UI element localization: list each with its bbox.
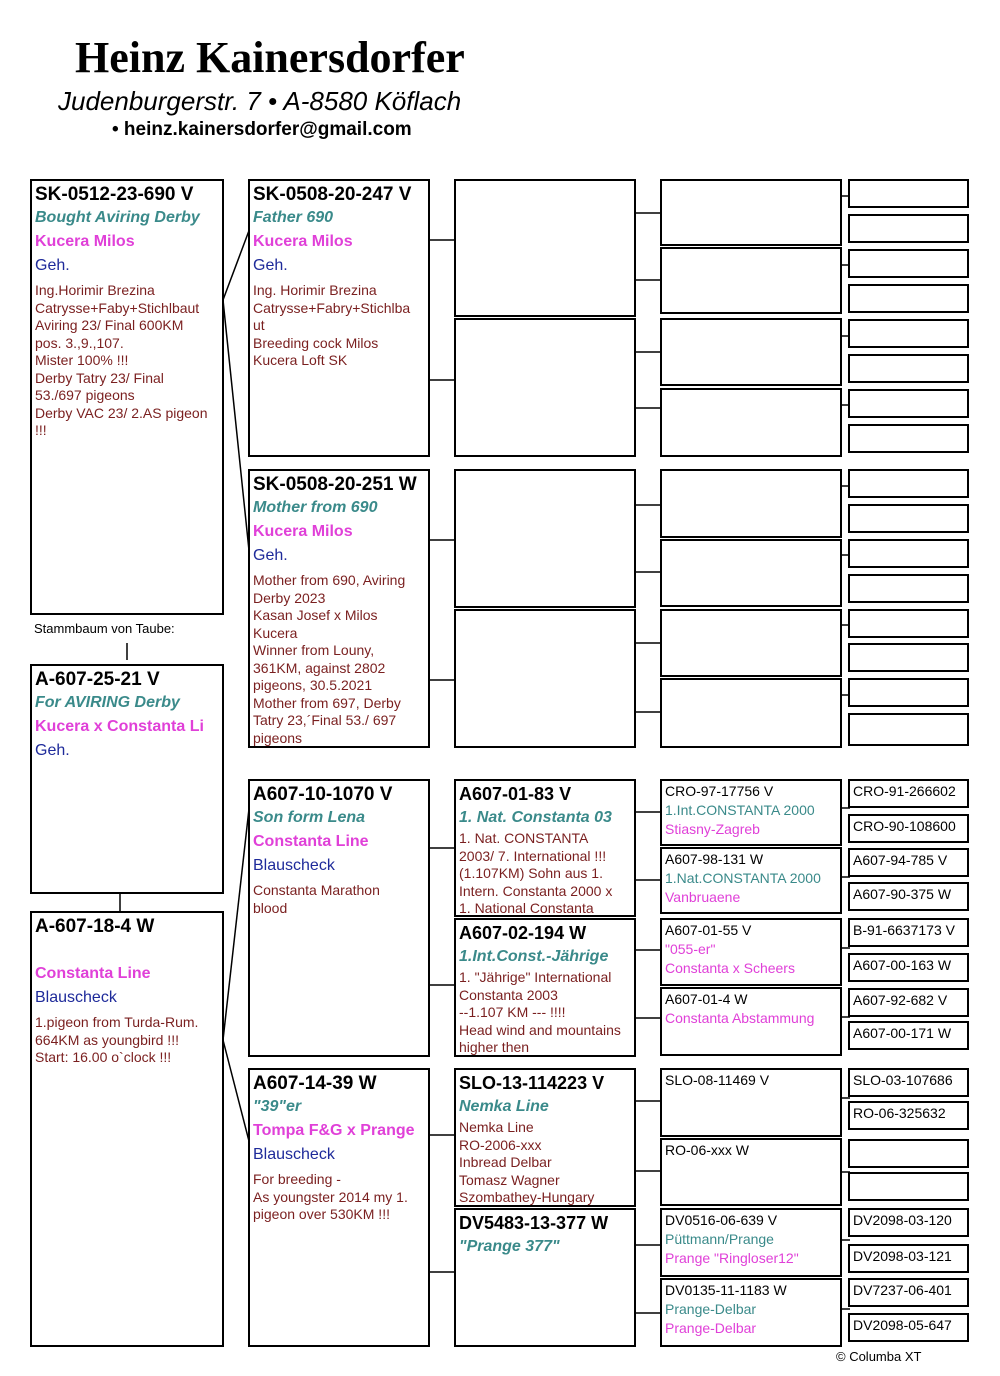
pigeon-name: Mother from 690 bbox=[253, 499, 378, 516]
ring-number: RO-06-xxx W bbox=[665, 1142, 749, 1158]
pigeon-color: Blauscheck bbox=[253, 857, 335, 874]
ring-number: SK-0512-23-690 V bbox=[35, 184, 194, 205]
gen4-card[interactable] bbox=[660, 987, 842, 1056]
pigeon-color: Geh. bbox=[35, 742, 70, 759]
gen5-empty-card[interactable] bbox=[848, 319, 969, 348]
pigeon-strain: Tompa F&G x Prange bbox=[253, 1122, 415, 1139]
gen5-card[interactable] bbox=[848, 1208, 969, 1237]
ring-number: A607-14-39 W bbox=[253, 1073, 377, 1094]
ring-number: DV0516-06-639 V bbox=[665, 1212, 778, 1228]
pigeon-strain: Constanta x Scheers bbox=[665, 960, 795, 976]
gen3-empty-card[interactable] bbox=[454, 318, 636, 457]
bottom-subject-card[interactable] bbox=[30, 664, 224, 894]
pigeon-notes: For breeding - As youngster 2014 my 1. pigeon over 530KM !!! bbox=[253, 1171, 408, 1222]
gen4-card[interactable] bbox=[660, 847, 842, 914]
copyright-note: © Columba XT bbox=[836, 1349, 922, 1364]
pigeon-name: 1.Int.Const.-Jährige bbox=[459, 948, 609, 965]
gen4-card[interactable] bbox=[660, 1278, 842, 1347]
pigeon-name: 1. Nat. Constanta 03 bbox=[459, 809, 612, 826]
gen5-card[interactable] bbox=[848, 1068, 969, 1097]
connector-line bbox=[223, 1040, 250, 1145]
gen5-card[interactable] bbox=[848, 848, 969, 877]
gen5-empty-card[interactable] bbox=[848, 574, 969, 603]
gen5-empty-card[interactable] bbox=[848, 504, 969, 533]
dam-card[interactable] bbox=[248, 469, 430, 748]
pigeon-name: For AVIRING Derby bbox=[35, 694, 180, 711]
bottom-sire-card[interactable] bbox=[248, 779, 430, 1057]
pigeon-color: Geh. bbox=[35, 257, 70, 274]
ring-number: A-607-25-21 V bbox=[35, 669, 160, 690]
pigeon-color: Geh. bbox=[253, 547, 288, 564]
ring-number: SLO-08-11469 V bbox=[665, 1072, 770, 1088]
pigeon-name: "39"er bbox=[253, 1098, 302, 1115]
pigeon-name: Nemka Line bbox=[459, 1098, 549, 1115]
gen3-card-sire-dam[interactable] bbox=[454, 918, 636, 1057]
pigeon-notes: Mother from 690, Aviring Derby 2023 Kasan Josef x Milos Kucera Winner from Louny, 361KM, against 2802 pigeons, 30.5.2021 Mother from 697, Derby Tatry 23,´Final 53./ 697 pigeons bbox=[253, 572, 406, 746]
pigeon-notes: Nemka Line RO-2006-xxx Inbread Delbar Tomasz Wagner Szombathey-Hungary bbox=[459, 1119, 595, 1205]
gen5-card[interactable] bbox=[848, 814, 969, 843]
gen5-empty-card[interactable] bbox=[848, 249, 969, 278]
breeder-address: Judenburgerstr. 7 • A-8580 Köflach bbox=[58, 86, 462, 116]
ring-number: A607-01-83 V bbox=[459, 784, 572, 804]
pigeon-name: Father 690 bbox=[253, 209, 334, 226]
gen5-empty-card[interactable] bbox=[848, 643, 969, 672]
pigeon-strain: Prange "Ringloser12" bbox=[665, 1250, 799, 1266]
sire-card[interactable] bbox=[248, 179, 430, 457]
gen5-empty-card[interactable] bbox=[848, 469, 969, 498]
pigeon-notes: 1. Nat. CONSTANTA 2003/ 7. International !!! (1.107KM) Sohn aus 1. Intern. Constanta 2000 x 1. National Constanta bbox=[459, 830, 613, 916]
pigeon-name: Prange-Delbar bbox=[665, 1301, 757, 1317]
gen5-card[interactable] bbox=[848, 1278, 969, 1307]
gen5-empty-card[interactable] bbox=[848, 713, 969, 746]
ring-number: RO-06-325632 bbox=[853, 1105, 946, 1121]
pigeon-notes: 1. "Jährige" International Constanta 2003 --1.107 KM --- !!!! Head wind and mountains higher then bbox=[459, 969, 621, 1055]
pigeon-name: "Prange 377" bbox=[459, 1238, 560, 1255]
connector-line bbox=[223, 800, 250, 1040]
pigeon-strain: Kucera Milos bbox=[253, 523, 353, 540]
ring-number: A607-02-194 W bbox=[459, 923, 587, 943]
gen3-card-sire-sire[interactable] bbox=[454, 779, 636, 917]
ring-number: A607-00-163 W bbox=[853, 957, 952, 973]
ring-number: SK-0508-20-251 W bbox=[253, 474, 417, 495]
gen5-empty-card[interactable] bbox=[848, 389, 969, 418]
connector-line bbox=[223, 228, 250, 300]
pigeon-notes: Ing.Horimir Brezina Catrysse+Faby+Stichlbaut Aviring 23/ Final 600KM pos. 3.,9.,107. Mister 100% !!! Derby Tatry 23/ Final 53./697 pigeons Derby VAC 23/ 2.AS pigeon !!! bbox=[35, 282, 208, 438]
pigeon-name: 1.Int.CONSTANTA 2000 bbox=[665, 802, 815, 818]
gen5-card[interactable] bbox=[848, 918, 969, 947]
ring-number: CRO-90-108600 bbox=[853, 818, 956, 834]
pigeon-strain: Kucera Milos bbox=[253, 233, 353, 250]
ring-number: SLO-13-114223 V bbox=[459, 1073, 605, 1093]
gen5-card[interactable] bbox=[848, 1021, 969, 1050]
pigeon-strain: Kucera Milos bbox=[35, 233, 135, 250]
pigeon-notes: Constanta Marathon blood bbox=[253, 882, 380, 916]
pigeon-color: Blauscheck bbox=[253, 1146, 335, 1163]
pigeon-name: Bought Aviring Derby bbox=[35, 209, 200, 226]
gen3-empty-card[interactable] bbox=[454, 609, 636, 748]
ring-number: A607-98-131 W bbox=[665, 851, 764, 867]
breeder-name: Heinz Kainersdorfer bbox=[75, 33, 465, 82]
ring-number: DV5483-13-377 W bbox=[459, 1213, 609, 1233]
gen4-empty-card[interactable] bbox=[660, 678, 842, 748]
gen5-empty-card[interactable] bbox=[848, 179, 969, 208]
gen5-empty-card[interactable] bbox=[848, 214, 969, 243]
pigeon-strain: Stiasny-Zagreb bbox=[665, 821, 760, 837]
ring-number: A607-01-55 V bbox=[665, 922, 752, 938]
pigeon-color: Blauscheck bbox=[35, 989, 117, 1006]
gen5-empty-card[interactable] bbox=[848, 678, 969, 707]
pigeon-strain: Prange-Delbar bbox=[665, 1320, 757, 1336]
gen4-empty-card[interactable] bbox=[660, 388, 842, 457]
ring-number: A607-00-171 W bbox=[853, 1025, 952, 1041]
ring-number: SLO-03-107686 bbox=[853, 1072, 953, 1088]
stammbaum-label: Stammbaum von Taube: bbox=[34, 621, 175, 636]
ring-number: DV7237-06-401 bbox=[853, 1282, 952, 1298]
gen4-empty-card[interactable] bbox=[660, 179, 842, 246]
ring-number: CRO-91-266602 bbox=[853, 783, 956, 799]
gen5-card[interactable] bbox=[848, 1244, 969, 1273]
ring-number: SK-0508-20-247 V bbox=[253, 184, 412, 205]
gen4-card[interactable] bbox=[660, 779, 842, 846]
gen4-card[interactable] bbox=[660, 1138, 842, 1206]
pigeon-name: Son form Lena bbox=[253, 809, 366, 826]
connector-line bbox=[223, 300, 250, 560]
gen4-card[interactable] bbox=[660, 918, 842, 986]
pigeon-color: Geh. bbox=[253, 257, 288, 274]
gen3-empty-card[interactable] bbox=[454, 469, 636, 608]
pigeon-strain: Vanbruaene bbox=[665, 889, 741, 905]
gen5-card[interactable] bbox=[848, 953, 969, 982]
ring-number: A607-10-1070 V bbox=[253, 784, 393, 805]
gen3-empty-card[interactable] bbox=[454, 179, 636, 317]
pigeon-notes: Ing. Horimir Brezina Catrysse+Fabry+Stichlba ut Breeding cock Milos Kucera Loft SK bbox=[253, 282, 411, 368]
gen4-empty-card[interactable] bbox=[660, 318, 842, 386]
gen5-card[interactable] bbox=[848, 1313, 969, 1342]
ring-number: DV2098-05-647 bbox=[853, 1317, 952, 1333]
pigeon-name: 1.Nat.CONSTANTA 2000 bbox=[665, 870, 821, 886]
gen4-empty-card[interactable] bbox=[660, 247, 842, 314]
gen5-card[interactable] bbox=[848, 988, 969, 1017]
pigeon-strain: Kucera x Constanta Li bbox=[35, 718, 204, 735]
gen5-card[interactable] bbox=[848, 1172, 969, 1201]
ring-number: B-91-6637173 V bbox=[853, 922, 955, 938]
ring-number: A607-92-682 V bbox=[853, 992, 948, 1008]
ring-number: DV2098-03-120 bbox=[853, 1212, 952, 1228]
subject-pigeon-card[interactable] bbox=[30, 179, 224, 615]
ring-number: A607-01-4 W bbox=[665, 991, 748, 1007]
pigeon-strain: Constanta Abstammung bbox=[665, 1010, 815, 1026]
gen5-card[interactable] bbox=[848, 1139, 969, 1168]
gen4-card[interactable] bbox=[660, 1208, 842, 1277]
pigeon-name: Püttmann/Prange bbox=[665, 1231, 774, 1247]
gen5-empty-card[interactable] bbox=[848, 539, 969, 568]
gen5-card[interactable] bbox=[848, 882, 969, 911]
bottom-dam-root-card[interactable] bbox=[30, 911, 224, 1347]
gen5-empty-card[interactable] bbox=[848, 609, 969, 638]
pigeon-notes: 1.pigeon from Turda-Rum. 664KM as youngbird !!! Start: 16.00 o`clock !!! bbox=[35, 1014, 199, 1065]
gen3-card-dam-dam[interactable] bbox=[454, 1208, 636, 1347]
ring-number: A607-94-785 V bbox=[853, 852, 948, 868]
gen4-card[interactable] bbox=[660, 1068, 842, 1137]
gen5-empty-card[interactable] bbox=[848, 354, 969, 383]
ring-number: CRO-97-17756 V bbox=[665, 783, 774, 799]
ring-number: A607-90-375 W bbox=[853, 886, 952, 902]
gen5-empty-card[interactable] bbox=[848, 424, 969, 453]
ring-number: DV0135-11-1183 W bbox=[665, 1282, 787, 1298]
gen3-card-dam-sire[interactable] bbox=[454, 1068, 636, 1207]
breeder-email: • heinz.kainersdorfer@gmail.com bbox=[112, 119, 412, 140]
gen5-card[interactable] bbox=[848, 1101, 969, 1130]
ring-number: DV2098-03-121 bbox=[853, 1248, 952, 1264]
pigeon-strain: Constanta Line bbox=[35, 965, 151, 982]
pigeon-name: "055-er" bbox=[665, 941, 716, 957]
pigeon-strain: Constanta Line bbox=[253, 833, 369, 850]
ring-number: A-607-18-4 W bbox=[35, 916, 155, 937]
gen5-empty-card[interactable] bbox=[848, 284, 969, 313]
gen5-card[interactable] bbox=[848, 779, 969, 808]
gen4-empty-card[interactable] bbox=[660, 469, 842, 538]
gen4-empty-card[interactable] bbox=[660, 539, 842, 607]
gen4-empty-card[interactable] bbox=[660, 609, 842, 677]
bottom-dam-card[interactable] bbox=[248, 1068, 430, 1347]
